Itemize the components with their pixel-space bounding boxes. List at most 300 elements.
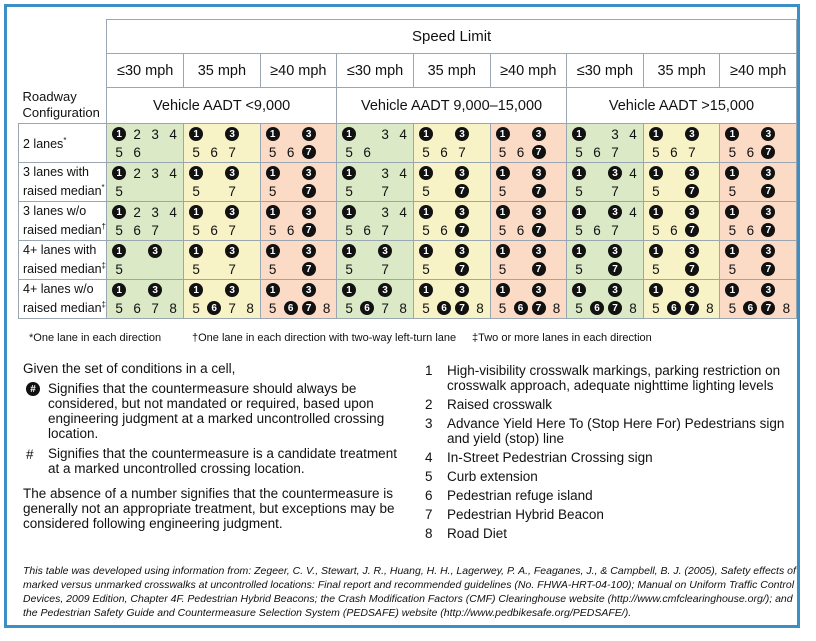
countermeasure-8: 8 [246, 300, 254, 316]
countermeasure-8: 8 [476, 300, 484, 316]
countermeasure-5: 5 [192, 261, 200, 277]
matrix-cell [720, 241, 797, 280]
countermeasure-5: 5 [268, 144, 277, 160]
countermeasure-5: 5 [575, 300, 583, 316]
row-label: 3 lanes with raised median* [19, 163, 107, 202]
countermeasure-filled-1: 1 [417, 203, 435, 221]
countermeasure-7: 7 [688, 144, 696, 160]
matrix-cell [643, 124, 719, 163]
matrix-cell [260, 163, 336, 202]
countermeasure-filled-7: 7 [453, 182, 471, 200]
countermeasure-filled-7: 7 [683, 182, 701, 200]
countermeasure-filled-1: 1 [417, 281, 435, 299]
countermeasure-filled-7: 7 [300, 143, 318, 161]
countermeasure-6: 6 [670, 144, 678, 160]
speed-header-3: ≤30 mph [337, 54, 414, 88]
countermeasure-5: 5 [268, 261, 277, 277]
countermeasure-item: 3 Advance Yield Here To (Stop Here For) Pedestrians sign and yield (stop) line [425, 416, 785, 446]
countermeasure-filled-6: 6 [435, 299, 453, 317]
countermeasure-7: 7 [381, 183, 389, 199]
countermeasure-8: 8 [706, 300, 714, 316]
matrix-cell [566, 241, 643, 280]
matrix-cell [566, 163, 643, 202]
countermeasure-filled-1: 1 [264, 203, 282, 221]
countermeasure-filled-3: 3 [453, 164, 471, 182]
countermeasure-6: 6 [516, 222, 525, 238]
countermeasure-5: 5 [498, 183, 507, 199]
countermeasure-filled-3: 3 [759, 203, 777, 221]
countermeasure-8: 8 [629, 300, 637, 316]
countermeasure-filled-3: 3 [453, 242, 471, 260]
matrix-cell [643, 163, 719, 202]
matrix-cell [414, 163, 490, 202]
countermeasure-filled-7: 7 [683, 260, 701, 278]
countermeasure-filled-6: 6 [665, 299, 683, 317]
countermeasure-filled-3: 3 [683, 125, 701, 143]
matrix-cell [566, 280, 643, 319]
countermeasure-filled-1: 1 [723, 203, 741, 221]
countermeasure-filled-1: 1 [417, 164, 435, 182]
countermeasure-filled-7: 7 [530, 221, 548, 239]
countermeasure-5: 5 [115, 300, 123, 316]
countermeasure-5: 5 [728, 183, 737, 199]
matrix-cell [414, 202, 490, 241]
countermeasure-4: 4 [169, 204, 177, 220]
countermeasure-filled-1: 1 [570, 203, 588, 221]
speed-limit-header: Speed Limit [107, 20, 797, 54]
countermeasure-8: 8 [782, 300, 791, 316]
countermeasure-7: 7 [228, 300, 236, 316]
countermeasure-filled-3: 3 [223, 242, 241, 260]
footnote-ddagger: ‡Two or more lanes in each direction [472, 332, 652, 344]
matrix-cell [184, 202, 260, 241]
countermeasure-filled-7: 7 [683, 299, 701, 317]
countermeasure-item: 2 Raised crosswalk [425, 397, 553, 412]
matrix-cell [337, 280, 414, 319]
countermeasure-filled-1: 1 [647, 164, 665, 182]
countermeasure-item: 7 Pedestrian Hybrid Beacon [425, 507, 604, 522]
countermeasure-4: 4 [629, 126, 637, 142]
countermeasure-5: 5 [192, 300, 200, 316]
countermeasure-5: 5 [422, 222, 430, 238]
countermeasure-7: 7 [458, 144, 466, 160]
countermeasure-filled-3: 3 [683, 203, 701, 221]
countermeasure-filled-7: 7 [300, 260, 318, 278]
speed-header-0: ≤30 mph [107, 54, 184, 88]
countermeasure-5: 5 [728, 144, 737, 160]
countermeasure-7: 7 [381, 261, 389, 277]
countermeasure-item: 8 Road Diet [425, 526, 508, 541]
countermeasure-filled-7: 7 [300, 299, 318, 317]
countermeasure-5: 5 [268, 183, 277, 199]
row-label: 4+ lanes w/o raised median‡ [19, 280, 107, 319]
countermeasure-5: 5 [652, 144, 660, 160]
matrix-cell [414, 241, 490, 280]
countermeasure-6: 6 [746, 222, 755, 238]
countermeasure-filled-1: 1 [110, 164, 128, 182]
countermeasure-filled-3: 3 [606, 203, 624, 221]
matrix-cell [107, 124, 184, 163]
countermeasure-filled-3: 3 [683, 281, 701, 299]
countermeasure-filled-7: 7 [530, 143, 548, 161]
matrix-cell [260, 124, 336, 163]
countermeasure-filled-3: 3 [376, 242, 394, 260]
speed-header-5: ≥40 mph [490, 54, 566, 88]
countermeasure-5: 5 [575, 261, 583, 277]
matrix-cell [490, 241, 566, 280]
countermeasure-filled-1: 1 [647, 281, 665, 299]
matrix-cell [643, 280, 719, 319]
countermeasure-4: 4 [169, 165, 177, 181]
countermeasure-2: 2 [133, 204, 141, 220]
countermeasure-filled-1: 1 [187, 242, 205, 260]
matrix-cell [184, 124, 260, 163]
countermeasure-6: 6 [746, 144, 755, 160]
countermeasure-filled-1: 1 [187, 164, 205, 182]
countermeasure-5: 5 [575, 222, 583, 238]
countermeasure-filled-1: 1 [570, 242, 588, 260]
countermeasure-3: 3 [151, 165, 159, 181]
countermeasure-6: 6 [363, 144, 371, 160]
matrix-cell [643, 241, 719, 280]
countermeasure-filled-3: 3 [530, 125, 548, 143]
countermeasure-4: 4 [629, 204, 637, 220]
matrix-cell [490, 124, 566, 163]
countermeasure-5: 5 [115, 144, 123, 160]
countermeasure-filled-1: 1 [264, 125, 282, 143]
countermeasure-5: 5 [115, 261, 123, 277]
footnote-dagger: †One lane in each direction with two-way left-turn lane [192, 332, 457, 344]
matrix-cell [337, 202, 414, 241]
countermeasure-filled-7: 7 [530, 299, 548, 317]
countermeasure-4: 4 [399, 126, 407, 142]
countermeasure-filled-3: 3 [453, 281, 471, 299]
countermeasure-filled-1: 1 [340, 242, 358, 260]
countermeasure-5: 5 [652, 222, 660, 238]
countermeasure-filled-1: 1 [417, 242, 435, 260]
countermeasure-filled-3: 3 [223, 281, 241, 299]
countermeasure-filled-3: 3 [759, 164, 777, 182]
countermeasure-5: 5 [575, 183, 583, 199]
countermeasure-filled-3: 3 [759, 125, 777, 143]
matrix-cell [260, 280, 336, 319]
countermeasure-filled-1: 1 [723, 164, 741, 182]
countermeasure-filled-3: 3 [300, 281, 318, 299]
legend-intro: Given the set of conditions in a cell, [23, 361, 236, 376]
countermeasure-item: 5 Curb extension [425, 469, 538, 484]
aadt-header-0: Vehicle AADT <9,000 [107, 88, 337, 124]
countermeasure-filled-7: 7 [300, 182, 318, 200]
countermeasure-filled-7: 7 [759, 143, 777, 161]
footnote-star: *One lane in each direction [29, 332, 162, 344]
aadt-header-2: Vehicle AADT >15,000 [566, 88, 796, 124]
countermeasure-8: 8 [322, 300, 331, 316]
countermeasure-filled-6: 6 [741, 299, 759, 317]
countermeasure-item: 4 In-Street Pedestrian Crossing sign [425, 450, 653, 465]
countermeasure-7: 7 [611, 183, 619, 199]
countermeasure-filled-3: 3 [606, 242, 624, 260]
countermeasure-3: 3 [381, 204, 389, 220]
countermeasure-5: 5 [498, 144, 507, 160]
row-label: 3 lanes w/o raised median† [19, 202, 107, 241]
countermeasure-5: 5 [345, 300, 353, 316]
matrix-cell [260, 241, 336, 280]
countermeasure-4: 4 [399, 165, 407, 181]
speed-header-7: 35 mph [643, 54, 719, 88]
countermeasure-5: 5 [115, 222, 123, 238]
countermeasure-7: 7 [151, 300, 159, 316]
matrix-cell [720, 202, 797, 241]
matrix-cell [337, 163, 414, 202]
countermeasure-filled-3: 3 [300, 164, 318, 182]
countermeasure-filled-1: 1 [264, 281, 282, 299]
matrix-cell [490, 202, 566, 241]
countermeasure-6: 6 [440, 144, 448, 160]
countermeasure-7: 7 [381, 300, 389, 316]
countermeasure-filled-1: 1 [570, 125, 588, 143]
countermeasure-5: 5 [652, 261, 660, 277]
countermeasure-5: 5 [498, 222, 507, 238]
countermeasure-filled-1: 1 [723, 125, 741, 143]
matrix-cell [720, 124, 797, 163]
filled-number-icon: # [26, 382, 40, 396]
countermeasure-5: 5 [345, 222, 353, 238]
matrix-cell [566, 202, 643, 241]
matrix-cell [107, 202, 184, 241]
matrix-cell [184, 163, 260, 202]
countermeasure-6: 6 [593, 222, 601, 238]
countermeasure-6: 6 [286, 222, 295, 238]
countermeasure-filled-3: 3 [223, 203, 241, 221]
countermeasure-filled-3: 3 [223, 164, 241, 182]
matrix-cell [184, 280, 260, 319]
matrix-cell [720, 280, 797, 319]
speed-header-2: ≥40 mph [260, 54, 336, 88]
countermeasure-filled-6: 6 [282, 299, 300, 317]
countermeasure-3: 3 [381, 126, 389, 142]
countermeasure-filled-3: 3 [300, 203, 318, 221]
matrix-cell [107, 280, 184, 319]
countermeasure-filled-7: 7 [453, 299, 471, 317]
countermeasure-filled-1: 1 [340, 281, 358, 299]
matrix-cell [414, 124, 490, 163]
countermeasure-filled-3: 3 [606, 164, 624, 182]
countermeasure-filled-6: 6 [512, 299, 530, 317]
matrix-cell [490, 280, 566, 319]
countermeasure-5: 5 [422, 261, 430, 277]
countermeasure-6: 6 [210, 144, 218, 160]
countermeasure-filled-1: 1 [264, 164, 282, 182]
legend-absence: The absence of a number signifies that the countermeasure is generally not an appropriate treatment, but exceptions may be considered following engineering judgment. [23, 486, 395, 531]
countermeasure-3: 3 [381, 165, 389, 181]
countermeasure-5: 5 [422, 183, 430, 199]
countermeasure-6: 6 [210, 222, 218, 238]
countermeasure-item: 1 High-visibility crosswalk markings, parking restriction on crosswalk approach, adequate nighttime lighting levels [425, 363, 781, 393]
countermeasure-filled-1: 1 [494, 125, 512, 143]
countermeasure-filled-3: 3 [759, 242, 777, 260]
countermeasure-filled-3: 3 [300, 125, 318, 143]
countermeasure-7: 7 [228, 261, 236, 277]
countermeasure-filled-1: 1 [340, 203, 358, 221]
countermeasure-5: 5 [268, 300, 277, 316]
matrix-cell [337, 241, 414, 280]
countermeasure-5: 5 [728, 222, 737, 238]
countermeasure-filled-3: 3 [683, 242, 701, 260]
countermeasure-5: 5 [115, 183, 123, 199]
speed-header-1: 35 mph [184, 54, 260, 88]
countermeasure-5: 5 [652, 300, 660, 316]
countermeasure-6: 6 [286, 144, 295, 160]
row-label: 4+ lanes with raised median‡ [19, 241, 107, 280]
countermeasure-7: 7 [611, 222, 619, 238]
countermeasure-7: 7 [228, 183, 236, 199]
countermeasure-5: 5 [498, 261, 507, 277]
countermeasure-3: 3 [151, 126, 159, 142]
countermeasure-filled-1: 1 [110, 281, 128, 299]
countermeasure-filled-1: 1 [570, 281, 588, 299]
countermeasure-6: 6 [133, 144, 141, 160]
countermeasure-8: 8 [552, 300, 561, 316]
countermeasure-5: 5 [345, 144, 353, 160]
countermeasure-6: 6 [670, 222, 678, 238]
matrix-cell [107, 241, 184, 280]
matrix-cell [720, 163, 797, 202]
countermeasure-filled-7: 7 [530, 260, 548, 278]
aadt-header-1: Vehicle AADT 9,000–15,000 [337, 88, 567, 124]
matrix-cell [414, 280, 490, 319]
countermeasure-7: 7 [611, 144, 619, 160]
countermeasure-8: 8 [399, 300, 407, 316]
speed-header-6: ≤30 mph [566, 54, 643, 88]
countermeasure-7: 7 [228, 222, 236, 238]
countermeasure-filled-3: 3 [453, 203, 471, 221]
roadway-config-header: Roadway Configuration [19, 20, 107, 124]
countermeasure-filled-3: 3 [146, 242, 164, 260]
countermeasure-4: 4 [169, 126, 177, 142]
countermeasure-filled-1: 1 [723, 242, 741, 260]
countermeasure-6: 6 [440, 222, 448, 238]
countermeasure-5: 5 [268, 222, 277, 238]
countermeasure-filled-3: 3 [606, 281, 624, 299]
countermeasure-filled-6: 6 [588, 299, 606, 317]
countermeasure-5: 5 [728, 300, 737, 316]
countermeasure-filled-7: 7 [300, 221, 318, 239]
countermeasure-filled-7: 7 [453, 221, 471, 239]
countermeasure-filled-1: 1 [647, 203, 665, 221]
matrix-cell [184, 241, 260, 280]
countermeasure-5: 5 [345, 261, 353, 277]
plain-number-marker: # [26, 447, 34, 462]
speed-header-8: ≥40 mph [720, 54, 797, 88]
countermeasure-6: 6 [133, 300, 141, 316]
countermeasure-7: 7 [228, 144, 236, 160]
countermeasure-8: 8 [169, 300, 177, 316]
countermeasure-5: 5 [192, 144, 200, 160]
countermeasure-filled-7: 7 [606, 260, 624, 278]
countermeasure-filled-7: 7 [683, 221, 701, 239]
speed-header-4: 35 mph [414, 54, 490, 88]
countermeasure-filled-1: 1 [110, 203, 128, 221]
countermeasure-7: 7 [151, 222, 159, 238]
countermeasure-filled-3: 3 [530, 242, 548, 260]
countermeasure-5: 5 [652, 183, 660, 199]
source-note: This table was developed using information from: Zegeer, C. V., Stewart, J. R., Huang, H. H., Lagerwey, P. A., Feaganes, J., & Campbell, B. J. (2005), Safety effects of marked versus unmarked crosswalks at uncontrolled locations: Final report and recommended guidelines (No. FHWA-HRT-04-100); Manual on Uniform Traffic Control Devices, 2009 Edition, Chapter 4F. Pedestrian Hybrid Beacons; the Crash Modification Factors (CMF) Clearinghouse website (http://www.cmfclearinghouse.org/); and the Pedestrian Safety Guide and Countermeasure Selection System (PEDSAFE) website (http://www.pedbikesafe.org/PEDSAFE/). [23, 565, 796, 619]
countermeasure-5: 5 [575, 144, 583, 160]
countermeasure-4: 4 [399, 204, 407, 220]
countermeasure-filled-3: 3 [223, 125, 241, 143]
countermeasure-filled-1: 1 [494, 281, 512, 299]
countermeasure-filled-1: 1 [187, 203, 205, 221]
countermeasure-3: 3 [151, 204, 159, 220]
countermeasure-filled-1: 1 [417, 125, 435, 143]
countermeasure-list [425, 363, 797, 545]
countermeasure-5: 5 [345, 183, 353, 199]
legend-plain-item: # Signifies that the countermeasure is a candidate treatment at a marked uncontrolled crossing location. [26, 446, 397, 476]
countermeasure-6: 6 [516, 144, 525, 160]
countermeasure-2: 2 [133, 165, 141, 181]
countermeasure-filled-3: 3 [530, 203, 548, 221]
countermeasure-filled-1: 1 [647, 125, 665, 143]
countermeasure-6: 6 [363, 222, 371, 238]
countermeasure-filled-7: 7 [759, 221, 777, 239]
countermeasure-filled-7: 7 [606, 299, 624, 317]
countermeasure-filled-1: 1 [110, 125, 128, 143]
countermeasure-4: 4 [629, 165, 637, 181]
countermeasure-5: 5 [498, 300, 507, 316]
countermeasure-filled-3: 3 [683, 164, 701, 182]
matrix-cell [490, 163, 566, 202]
countermeasure-filled-1: 1 [340, 125, 358, 143]
countermeasure-item: 6 Pedestrian refuge island [425, 488, 593, 503]
countermeasure-filled-3: 3 [146, 281, 164, 299]
countermeasure-7: 7 [381, 222, 389, 238]
countermeasure-filled-7: 7 [453, 260, 471, 278]
countermeasure-filled-6: 6 [205, 299, 223, 317]
countermeasure-filled-1: 1 [647, 242, 665, 260]
countermeasure-filled-1: 1 [110, 242, 128, 260]
countermeasure-filled-7: 7 [759, 299, 777, 317]
countermeasure-filled-7: 7 [759, 260, 777, 278]
countermeasure-filled-1: 1 [494, 164, 512, 182]
row-label: 2 lanes* [19, 124, 107, 163]
matrix-cell [566, 124, 643, 163]
countermeasure-filled-1: 1 [340, 164, 358, 182]
countermeasure-5: 5 [728, 261, 737, 277]
countermeasure-3: 3 [611, 126, 619, 142]
countermeasure-5: 5 [422, 144, 430, 160]
matrix-cell [643, 202, 719, 241]
countermeasure-filled-1: 1 [723, 281, 741, 299]
countermeasure-filled-6: 6 [358, 299, 376, 317]
countermeasure-filled-3: 3 [530, 281, 548, 299]
legend-filled-item: # Signifies that the countermeasure should always be considered, but not mandated or required, based upon engineering judgment at a marked uncontrolled crossing location. [23, 381, 403, 441]
countermeasure-5: 5 [192, 183, 200, 199]
countermeasure-filled-3: 3 [453, 125, 471, 143]
countermeasure-filled-1: 1 [187, 281, 205, 299]
countermeasure-filled-3: 3 [530, 164, 548, 182]
countermeasure-5: 5 [422, 300, 430, 316]
countermeasure-filled-1: 1 [494, 203, 512, 221]
countermeasure-filled-3: 3 [759, 281, 777, 299]
countermeasure-filled-1: 1 [494, 242, 512, 260]
countermeasure-filled-1: 1 [187, 125, 205, 143]
countermeasure-table [18, 19, 797, 319]
countermeasure-filled-7: 7 [530, 182, 548, 200]
countermeasure-2: 2 [133, 126, 141, 142]
countermeasure-filled-1: 1 [264, 242, 282, 260]
matrix-cell [107, 163, 184, 202]
countermeasure-5: 5 [192, 222, 200, 238]
